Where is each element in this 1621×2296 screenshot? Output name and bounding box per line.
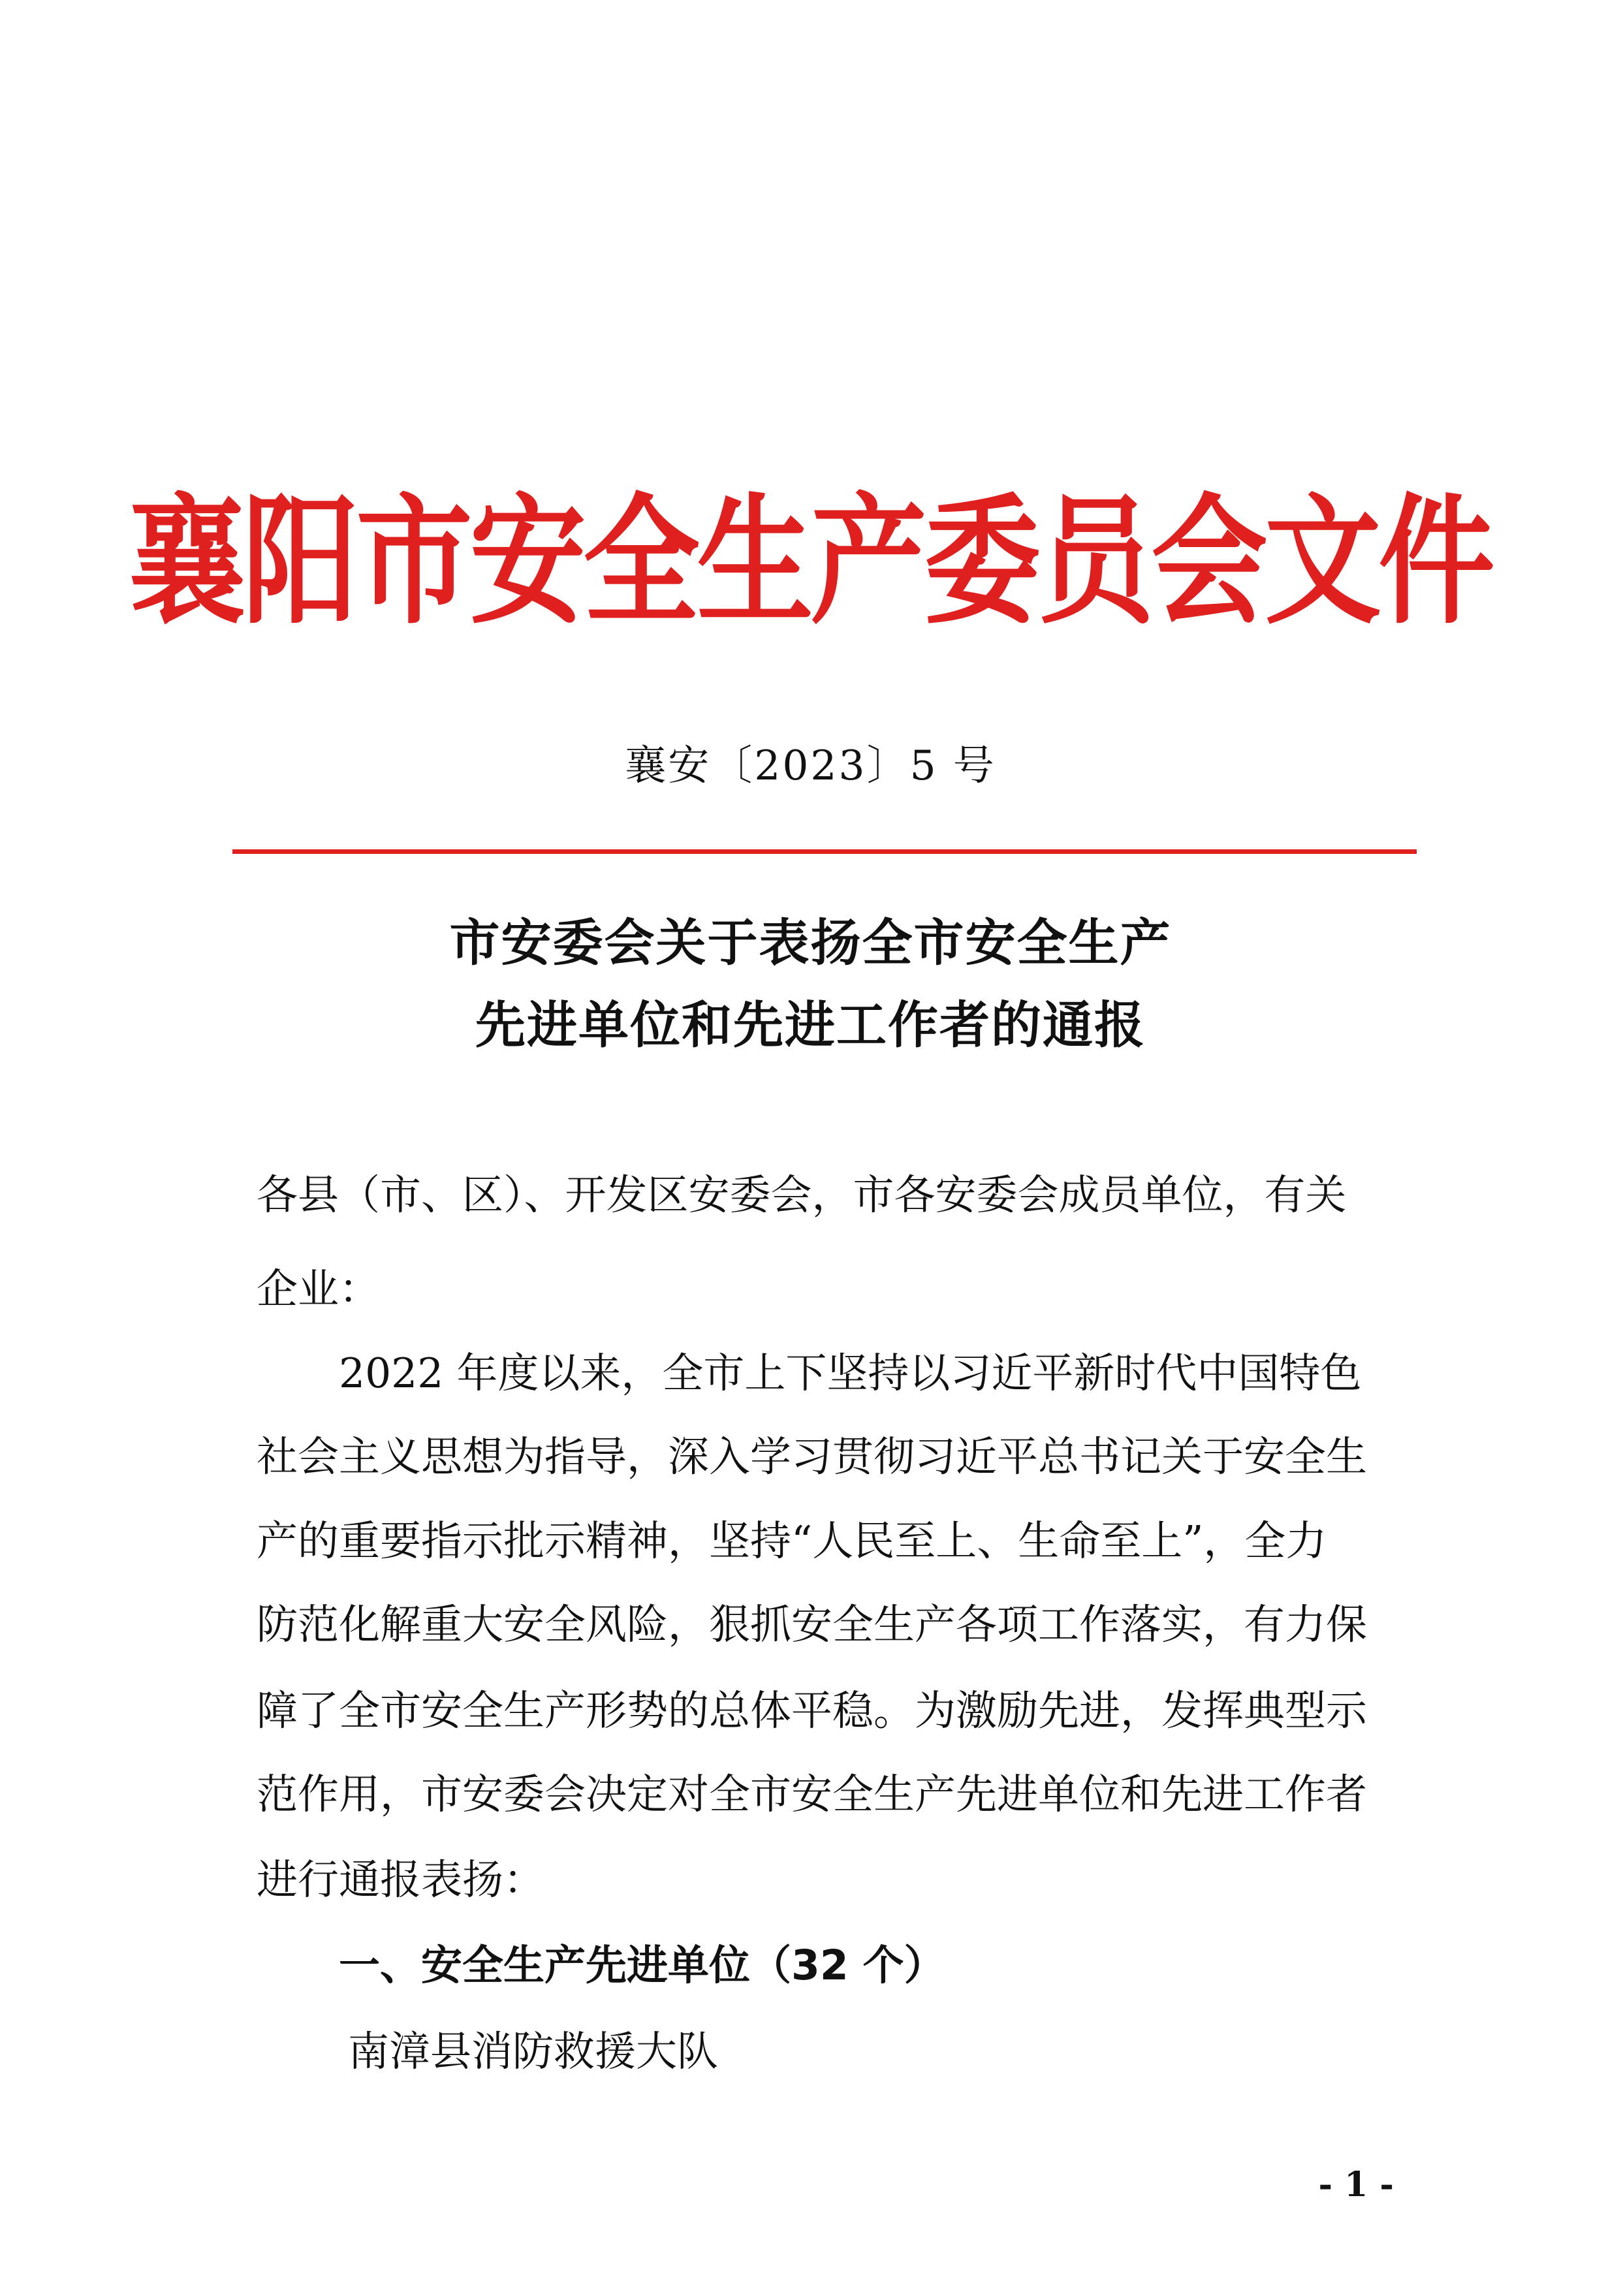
list-item: 南漳县消防救援大队 — [348, 2028, 718, 2075]
paragraph-line: 范作用，市安委会决定对全市安全生产先进单位和先进工作者 — [257, 1770, 1367, 1818]
paragraph-line: 进行通报表扬： — [257, 1856, 544, 1904]
paragraph-line: 产的重要指示批示精神，坚持“人民至上、生命至上”，全力 — [257, 1517, 1327, 1565]
paragraph-line: 社会主义思想为指导，深入学习贯彻习近平总书记关于安全生 — [257, 1433, 1367, 1481]
document-masthead: 襄阳市安全生产委员会文件 — [129, 479, 1492, 643]
notice-title-line-2: 先进单位和先进工作者的通报 — [475, 997, 1146, 1055]
salutation-line-2: 企业： — [257, 1265, 380, 1313]
section-heading-advanced-units: 一、安全生产先进单位（32 个） — [339, 1942, 945, 1989]
paragraph-line: 2022 年度以来，全市上下坚持以习近平新时代中国特色 — [339, 1349, 1362, 1397]
paragraph-line: 防范化解重大安全风险，狠抓安全生产各项工作落实，有力保 — [257, 1601, 1367, 1648]
paragraph-line: 障了全市安全生产形势的总体平稳。为激励先进，发挥典型示 — [257, 1687, 1367, 1735]
notice-title-line-1: 市安委会关于表扬全市安全生产 — [449, 915, 1172, 973]
page-number: - 1 - — [1318, 2165, 1394, 2205]
document-number: 襄安〔2023〕5 号 — [625, 742, 996, 789]
salutation-line-1: 各县（市、区）、开发区安委会，市各安委会成员单位，有关 — [257, 1171, 1347, 1219]
red-separator-line — [232, 849, 1417, 854]
